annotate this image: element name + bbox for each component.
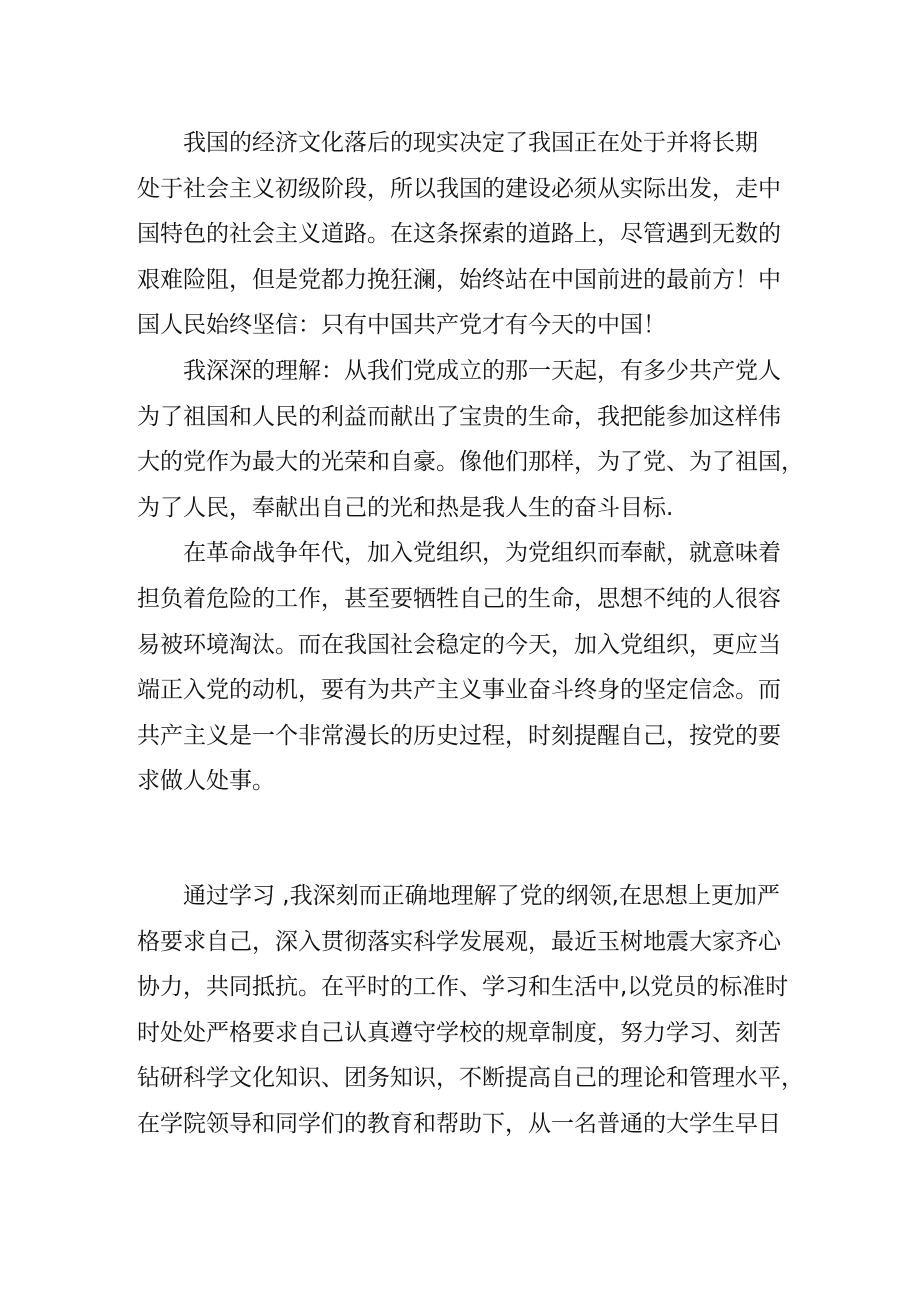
paragraph-line: 在学院领导和同学们的教育和帮助下，从一名普通的大学生早日 [137, 1110, 781, 1137]
paragraph-line: 共产主义是一个非常漫长的历史过程，时刻提醒自己，按党的要 [137, 722, 781, 749]
paragraph-line: 格要求自己，深入贯彻落实科学发展观，最近玉树地震大家齐心 [137, 928, 781, 955]
paragraph-line: 艰难险阻，但是党都力挽狂澜，始终站在中国前进的最前方！中 [137, 266, 781, 293]
paragraph-line: 大的党作为最大的光荣和自豪。像他们那样，为了党、为了祖国， [137, 449, 804, 476]
paragraph-2 [137, 349, 807, 531]
paragraph-line: 在革命战争年代，加入党组织，为党组织而奉献，就意味着 [183, 540, 781, 567]
paragraph-3 [137, 531, 807, 805]
paragraph-line: 易被环境淘汰。而在我国社会稳定的今天，加入党组织，更应当 [137, 631, 781, 658]
paragraph-4 [137, 874, 807, 1148]
paragraph-line: 处于社会主义初级阶段，所以我国的建设必须从实际出发，走中 [137, 175, 781, 202]
text-section-1 [137, 121, 807, 805]
text-section-2 [137, 874, 807, 1148]
paragraph-line: 时处处严格要求自己认真遵守学校的规章制度，努力学习、刻苦 [137, 1019, 781, 1046]
paragraph-line: 国人民始终坚信：只有中国共产党才有今天的中国！ [137, 312, 666, 339]
paragraph-line: 通过学习 ,我深刻而正确地理解了党的纲领,在思想上更加严 [183, 883, 780, 909]
paragraph-line: 国特色的社会主义道路。在这条探索的道路上，尽管遇到无数的 [137, 221, 781, 248]
paragraph-line: 我国的经济文化落后的现实决定了我国正在处于并将长期 [183, 130, 758, 156]
paragraph-line: 求做人处事。 [137, 768, 275, 795]
paragraph-line: 端正入党的动机，要有为共产主义事业奋斗终身的坚定信念。而 [137, 677, 781, 704]
paragraph-line: 协力，共同抵抗。在平时的工作、学习和生活中,以党员的标准时 [137, 974, 789, 1001]
paragraph-line: 担负着危险的工作，甚至要牺牲自己的生命，思想不纯的人很容 [137, 585, 781, 612]
paragraph-1 [137, 121, 807, 349]
paragraph-line: 为了祖国和人民的利益而献出了宝贵的生命，我把能参加这样伟 [137, 403, 781, 430]
paragraph-line: 我深深的理解：从我们党成立的那一天起，有多少共产党人 [183, 357, 781, 384]
paragraph-line: 钻研科学文化知识、团务知识，不断提高自己的理论和管理水平， [137, 1065, 804, 1092]
paragraph-line: 为了人民，奉献出自己的光和热是我人生的奋斗目标. [137, 494, 674, 521]
